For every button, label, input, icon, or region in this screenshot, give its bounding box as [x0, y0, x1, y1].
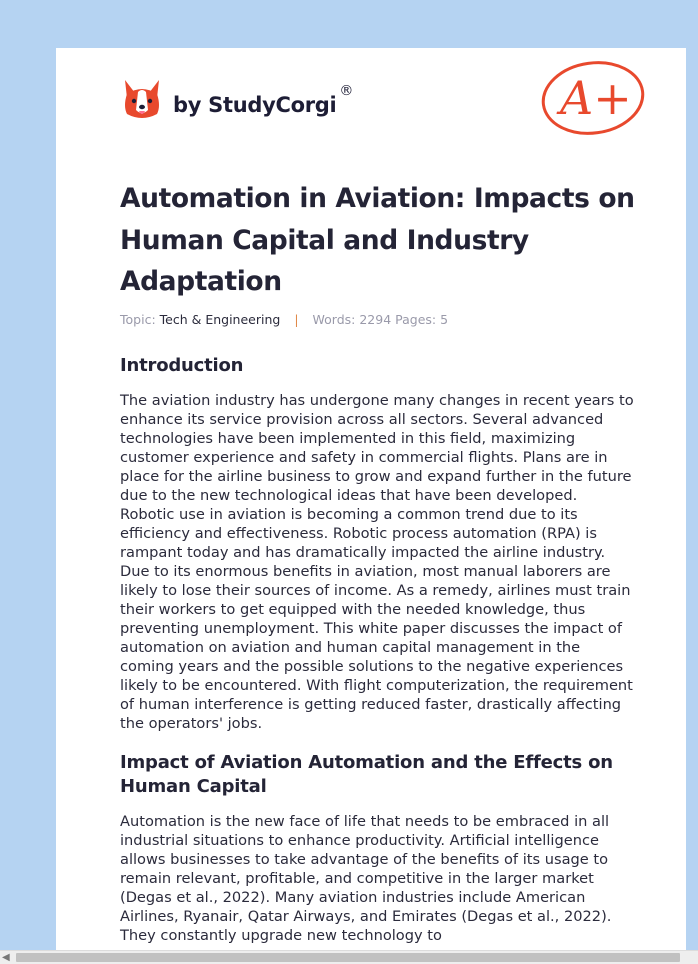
document-page	[56, 48, 686, 950]
word-count: Words: 2294	[312, 312, 392, 327]
topic-label: Topic:	[120, 312, 156, 327]
registered-mark: ®	[339, 83, 354, 99]
topic-link[interactable]: Tech & Engineering	[159, 312, 281, 327]
scroll-left-arrow-icon[interactable]: ◀	[2, 952, 10, 963]
horizontal-scrollbar[interactable]	[0, 950, 698, 964]
meta-separator: |	[294, 312, 299, 327]
section-body-introduction: The aviation industry has undergone many changes in recent years to enhance its service provision across all sectors. Several advanced technologies have been implemented in this field, maximizing customer experience and safety in commercial flights. Plans are in place for the airline business to grow and expand further in the future due to the new technological ideas that have been developed. Robotic use in aviation is becoming a common trend due to its efficiency and effectiveness. Robotic process automation (RPA) is rampant today and has dramatically impacted the airline industry. Due to its enormous benefits in aviation, most manual laborers are likely to lose their sources of income. As a remedy, airlines must train their workers to get equipped with the needed knowledge, thus preventing unemployment. This white paper discusses the impact of automation on aviation and human capital management in the coming years and the possible solutions to the negative experiences likely to be encountered. With flight computerization, the requirement of human interference is getting reduced faster, drastically affecting the operators' jobs.	[120, 392, 634, 732]
page-title: Automation in Aviation: Impacts on Human Capital and Industry Adaptation	[120, 183, 635, 297]
grade-text: A+	[560, 71, 632, 125]
section-heading-impact: Impact of Aviation Automation and the Effects on Human Capital	[120, 752, 613, 797]
a-plus-grade-badge	[538, 58, 648, 138]
brand-name: by StudyCorgi®	[173, 83, 354, 117]
page-count: Pages: 5	[395, 312, 449, 327]
section-heading-introduction: Introduction	[120, 355, 244, 376]
corgi-logo-icon	[121, 76, 163, 122]
scrollbar-thumb[interactable]	[16, 953, 680, 962]
studycorgi-logo[interactable]	[121, 76, 353, 122]
document-meta	[120, 312, 448, 327]
section-body-impact: Automation is the new face of life that needs to be embraced in all industrial situations to enhance productivity. Artificial intelligence allows businesses to take advantage of the benefits of its usage to remain relevant, profitable, and competitive in the larger market (Degas et al., 2022). Many aviation industries include American Airlines, Ryanair, Qatar Airways, and Emirates (Degas et al., 2022). They constantly upgrade new technology to	[120, 813, 612, 944]
